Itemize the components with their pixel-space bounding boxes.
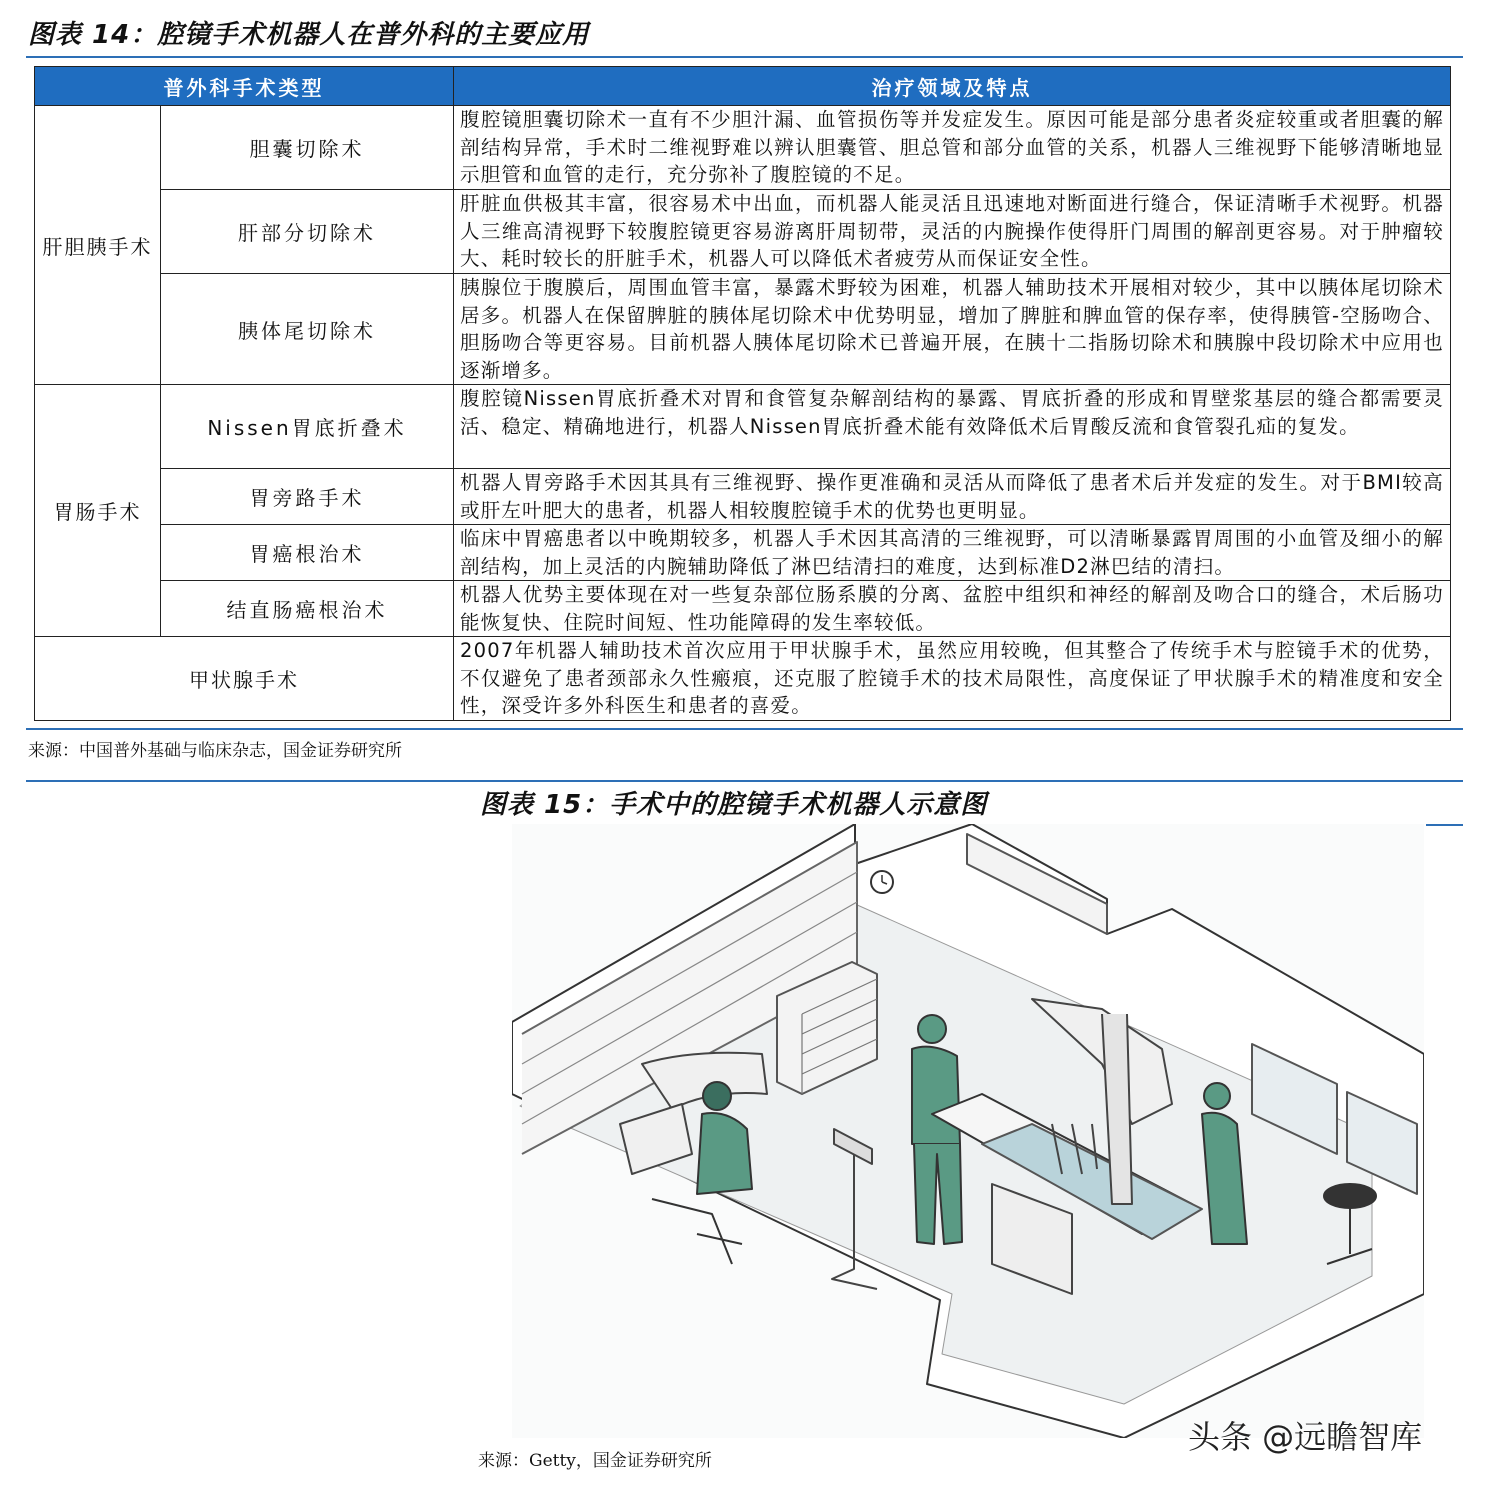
header-surgery-type: 普外科手术类型 (35, 67, 454, 106)
surgery-desc: 机器人胃旁路手术因其具有三维视野、操作更准确和灵活从而降低了患者术后并发症的发生。对于BMI较高或肝左叶肥大的患者，机器人相较腹腔镜手术的优势也更明显。 (454, 469, 1451, 525)
operating-room-illustration (512, 824, 1424, 1438)
category-hepatobiliary: 肝胆胰手术 (35, 106, 161, 385)
figure-14-source: 来源：中国普外基础与临床杂志，国金证券研究所 (28, 741, 402, 761)
table-row (35, 385, 1451, 469)
table-row (35, 274, 1451, 385)
section-rule (26, 780, 1463, 782)
table-row (35, 190, 1451, 274)
figure-14-title: 图表 14：腔镜手术机器人在普外科的主要应用 (28, 20, 590, 50)
surgery-desc: 肝脏血供极其丰富，很容易术中出血，而机器人能灵活且迅速地对断面进行缝合，保证清晰手术视野。机器人三维高清视野下较腹腔镜更容易游离肝周韧带，灵活的内腕操作使得肝门周围的解剖更容易。对于肿瘤较大、耗时较长的肝脏手术，机器人可以降低术者疲劳从而保证安全性。 (454, 190, 1451, 274)
surgery-desc: 机器人优势主要体现在对一些复杂部位肠系膜的分离、盆腔中组织和神经的解剖及吻合口的缝合，术后肠功能恢复快、住院时间短、性功能障碍的发生率较低。 (454, 581, 1451, 637)
table-row (35, 637, 1451, 721)
surgery-type: 胰体尾切除术 (161, 274, 454, 385)
category-gastrointestinal: 胃肠手术 (35, 385, 161, 637)
table-row (35, 106, 1451, 190)
top-rule (26, 56, 1463, 58)
title-rule-short (1426, 824, 1463, 826)
surgery-table (34, 66, 1451, 721)
table-header-row (35, 67, 1451, 106)
figure-15-source: 来源：Getty，国金证券研究所 (478, 1451, 712, 1471)
watermark: 头条 @远瞻智库 (1188, 1418, 1423, 1456)
table-row (35, 525, 1451, 581)
surgery-type: 肝部分切除术 (161, 190, 454, 274)
surgery-type: Nissen胃底折叠术 (161, 385, 454, 469)
surgery-desc: 2007年机器人辅助技术首次应用于甲状腺手术，虽然应用较晚，但其整合了传统手术与腔镜手术的优势，不仅避免了患者颈部永久性瘢痕，还克服了腔镜手术的技术局限性，高度保证了甲状腺手术的精准度和安全性，深受许多外科医生和患者的喜爱。 (454, 637, 1451, 721)
header-features: 治疗领域及特点 (454, 67, 1451, 106)
table-row (35, 469, 1451, 525)
operating-room-drawing (512, 824, 1424, 1438)
surgery-type: 结直肠癌根治术 (161, 581, 454, 637)
surgery-desc: 腹腔镜胆囊切除术一直有不少胆汁漏、血管损伤等并发症发生。原因可能是部分患者炎症较重或者胆囊的解剖结构异常，手术时二维视野难以辨认胆囊管、胆总管和部分血管的关系，机器人三维视野下能够清晰地显示胆管和血管的走行，充分弥补了腹腔镜的不足。 (454, 106, 1451, 190)
surgery-type: 胃癌根治术 (161, 525, 454, 581)
category-thyroid: 甲状腺手术 (35, 637, 454, 721)
surgery-desc: 腹腔镜Nissen胃底折叠术对胃和食管复杂解剖结构的暴露、胃底折叠的形成和胃壁浆基层的缝合都需要灵活、稳定、精确地进行，机器人Nissen胃底折叠术能有效降低术后胃酸反流和食管裂孔疝的复发。 (454, 385, 1451, 469)
table-row (35, 581, 1451, 637)
surgery-desc: 胰腺位于腹膜后，周围血管丰富，暴露术野较为困难，机器人辅助技术开展相对较少，其中以胰体尾切除术居多。机器人在保留脾脏的胰体尾切除术中优势明显，增加了脾脏和脾血管的保存率，使得胰管-空肠吻合、胆肠吻合等更容易。目前机器人胰体尾切除术已普遍开展，在胰十二指肠切除术和胰腺中段切除术中应用也逐渐增多。 (454, 274, 1451, 385)
surgery-type: 胆囊切除术 (161, 106, 454, 190)
surgery-type: 胃旁路手术 (161, 469, 454, 525)
surgery-desc: 临床中胃癌患者以中晚期较多，机器人手术因其高清的三维视野，可以清晰暴露胃周围的小血管及细小的解剖结构，加上灵活的内腕辅助降低了淋巴结清扫的难度，达到标准D2淋巴结的清扫。 (454, 525, 1451, 581)
table-bottom-rule (26, 728, 1463, 730)
figure-15-title: 图表 15：手术中的腔镜手术机器人示意图 (480, 790, 988, 820)
